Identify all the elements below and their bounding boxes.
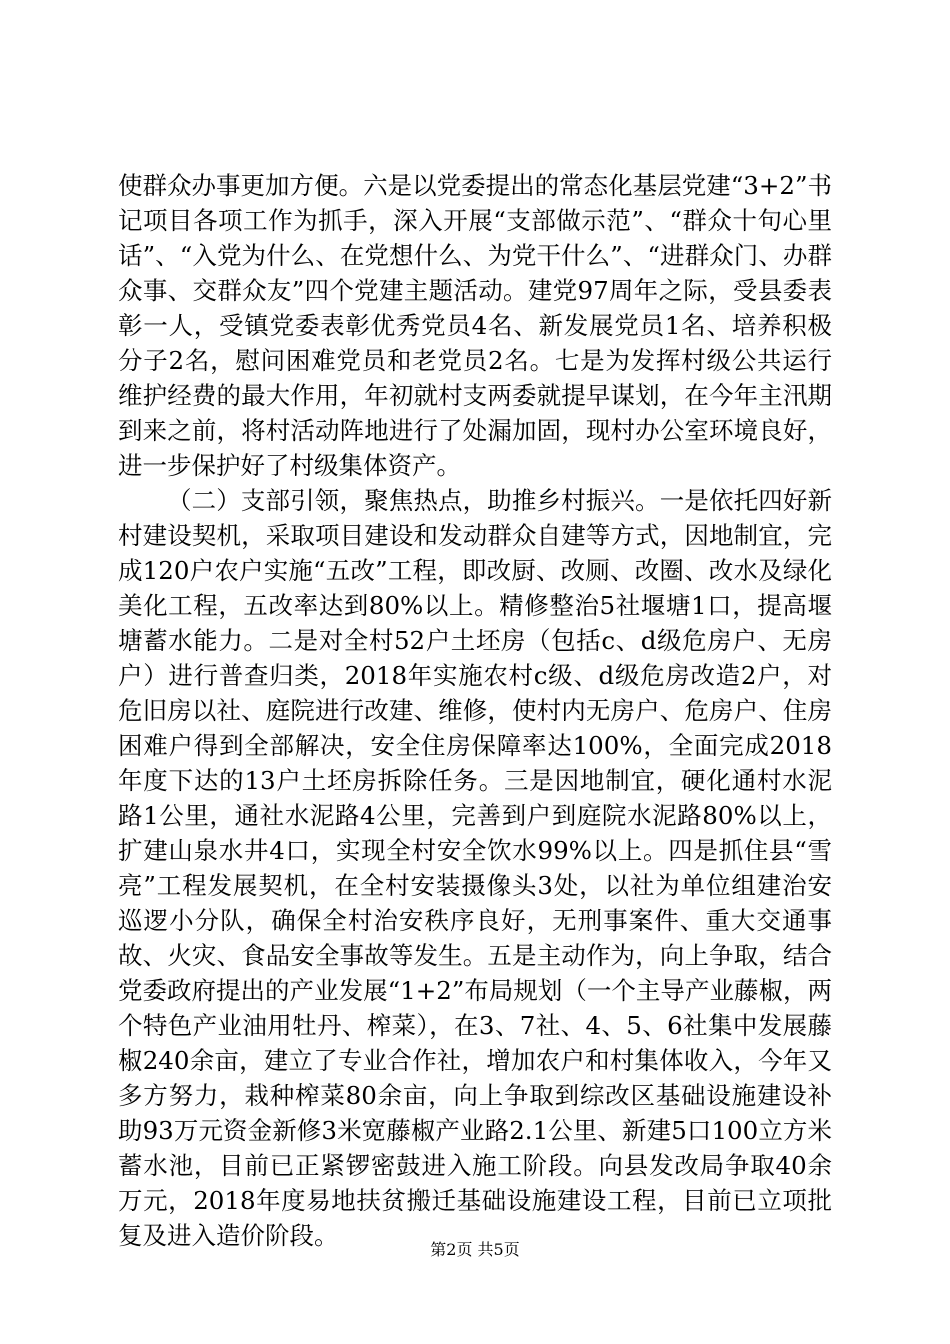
paragraph-section-two: （二）支部引领，聚焦热点，助推乡村振兴。一是依托四好新村建设契机，采取项目建设和发动群众自建等方式，因地制宜，完成120户农户实施“五改”工程，即改厨、改厕、改圈、改水及绿化美化工程，五改率达到80%以上。精修整治5社堰塘1口，提高堰塘蓄水能力。二是对全村52户土坯房（包括c、d级危房户、无房户）进行普查归类，2018年实施农村c级、d级危房改造2户，对危旧房以社、庭院进行改建、维修，使村内无房户、危房户、住房困难户得到全部解决，安全住房保障率达100%，全面完成2018年度下达的13户土坯房拆除任务。三是因地制宜，硬化通村水泥路1公里，通社水泥路4公里，完善到户到庭院水泥路80%以上，扩建山泉水井4口，实现全村安全饮水99%以上。四是抓住县“雪亮”工程发展契机，在全村安装摄像头3处，以社为单位组建治安巡逻小分队，确保全村治安秩序良好，无刑事案件、重大交通事故、火灾、食品安全事故等发生。五是主动作为，向上争取，结合党委政府提出的产业发展“1+2”布局规划（一个主导产业藤椒，两个特色产业油用牡丹、榨菜），在3、7社、4、5、6社集中发展藤椒240余亩，建立了专业合作社，增加农户和村集体收入，今年又多方努力，栽种榨菜80余亩，向上争取到综改区基础设施建设补助93万元资金新修3米宽藤椒产业路2.1公里、新建5口100立方米蓄水池，目前已正紧锣密鼓进入施工阶段。向县发改局争取40余万元，2018年度易地扶贫搬迁基础设施建设工程，目前已立项批复及进入造价阶段。 bbox=[118, 486, 832, 1250]
document-body bbox=[118, 168, 832, 1253]
paragraph-continuation: 使群众办事更加方便。六是以党委提出的常态化基层党建“3+2”书记项目各项工作为抓手，深入开展“支部做示范”、“群众十句心里话”、“入党为什么、在党想什么、为党干什么”、“进群众门、办群众事、交群众友”四个党建主题活动。建党97周年之际，受县委表彰一人，受镇党委表彰优秀党员4名、新发展党员1名、培养积极分子2名，慰问困难党员和老党员2名。七是为发挥村级公共运行维护经费的最大作用，年初就村支两委就提早谋划，在今年主汛期到来之前，将村活动阵地进行了处漏加固，现村办公室环境良好，进一步保护好了村级集体资产。 bbox=[118, 171, 832, 480]
page-number-footer: 第2页 共5页 bbox=[430, 1240, 520, 1259]
